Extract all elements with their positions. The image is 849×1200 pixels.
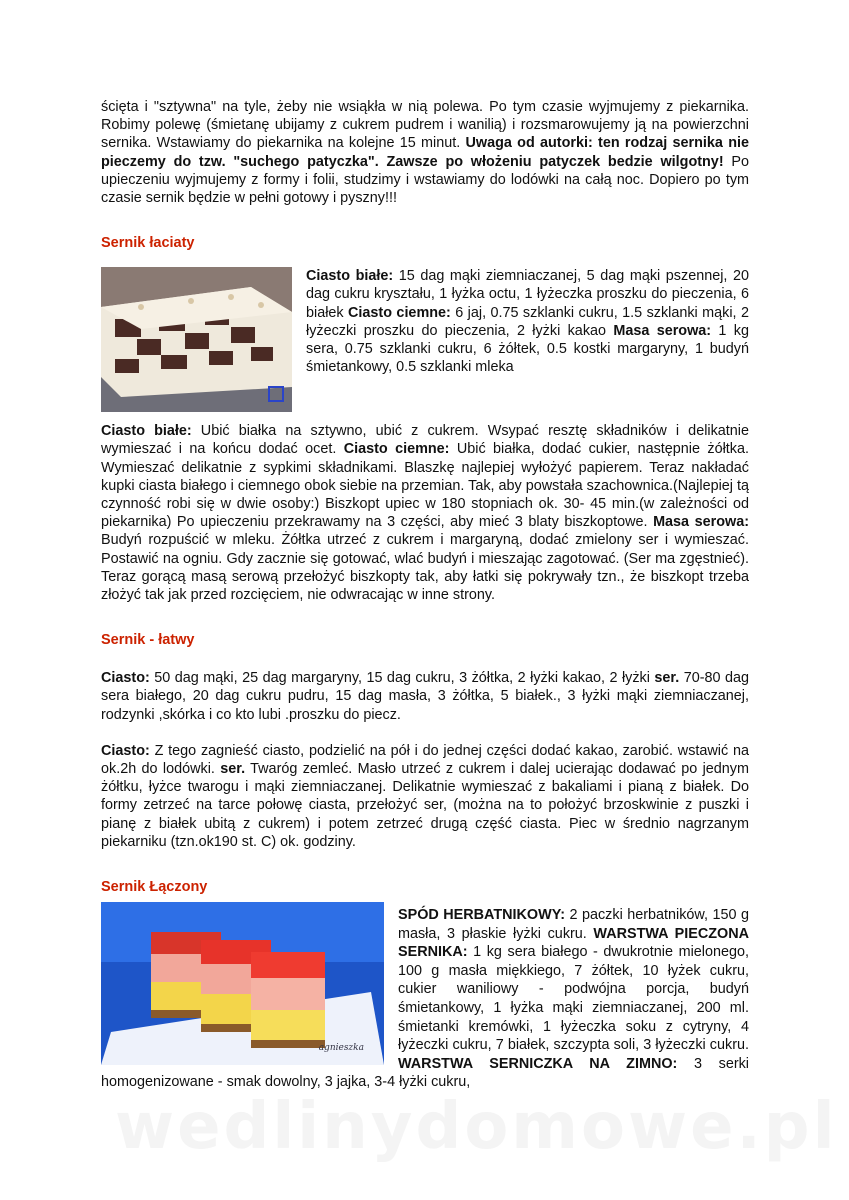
step-label: ser. [220, 761, 246, 778]
ing-text: 6 jaj, 0.75 szklanki cukru, 1.5 szklanki mąki, 2 łyżeczki proszku do pieczenia, 2 łyżki kakao [306, 304, 749, 339]
ing-label-ciasto: Ciasto: [101, 670, 150, 687]
recipe-title-laczony: Sernik Łączony [101, 879, 208, 896]
intro-text-1: ścięta i "sztywna" na tyle, żeby nie wsiąkła w nią polewa. Po tym czasie wyjmujemy z piekarnika. Robimy polewę (śmietanę ubijamy z cukrem pudrem i wanilią) i rozsmarowujemy ją na powierzchni sernika. Wstawiamy do piekarnika na kolejne 15 minut. [101, 99, 749, 152]
step-text: Z tego zagnieść ciasto, podzielić na pół i do jednej części dodać kakao, zarobić. wstawić na ok.2h do lodówki. [101, 742, 749, 778]
ing-label-warstwa-zimno: WARSTWA SERNICZKA NA ZIMNO: [398, 1055, 678, 1072]
latwy-steps [101, 742, 749, 851]
ing-label-masa-serowa: Masa serowa: [613, 322, 712, 339]
step-text: Ubić białka, dodać cukier, następnie żółtka. Wymieszać delikatnie z sypkimi składnikami. Blaszkę najlepiej wyłożyć papierem. Teraz nakładać kupki ciasta białego i ciemnego obok siebie na przemian. Tak, aby powstała szachownica.(Najlepiej tą czynność robi się w dwie osoby:) Biszkopt upiec w 180 stopniach ok. 30- 45 min.(w zależności od piekarnika) Po upieczeniu przekrawamy na 3 części, aby mieć 3 blaty biszkoptowe. [101, 441, 749, 531]
ing-text: 2 paczki herbatników, 150 g masła, 3 płaskie łyżki cukru. [398, 907, 749, 942]
photo-caption: agnieszka [318, 1043, 364, 1054]
step-label: Ciasto: [101, 742, 150, 759]
step-label: Ciasto białe: [101, 423, 192, 440]
watermark: wedlinydomowe.pl [115, 1090, 838, 1164]
ing-text: 70-80 dag sera białego, 20 dag cukru pudru, 15 dag masła, 3 żółtka, 5 białek., 3 łyżki mąki ziemniaczanej, rodzynki ,skórka i co kto lubi .proszku do piecz. [101, 670, 749, 723]
latwy-ingredients [101, 669, 749, 724]
cake-photo-2 [101, 902, 384, 1065]
recipe-title-laciaty: Sernik łaciaty [101, 235, 195, 252]
ing-label-ser: ser. [654, 670, 680, 687]
intro-text-2: Po upieczeniu wyjmujemy z formy i folii, studzimy i wstawiamy do lodówki na całą noc. Dopiero po tym czasie sernik będzie w pełni gotowy i pyszny!!! [101, 153, 749, 207]
intro-note: Uwaga od autorki: ten rodzaj sernika nie pieczemy do tzw. "suchego patyczka". Zawsze po włożeniu patyczek bedzie wilgotny! [101, 135, 749, 170]
ing-text: 3 serki homogenizowane - smak dowolny, 3 jajka, 3-4 łyżki cukru, [101, 1055, 750, 1091]
ing-text: 15 dag mąki ziemniaczanej, 5 dag mąki pszennej, 20 dag cukru kryształu, 1 łyżka octu, 1 łyżeczka proszku do pieczenia, 6 białek [306, 268, 749, 321]
laciaty-steps [101, 422, 749, 604]
ing-text: 50 dag mąki, 25 dag margaryny, 15 dag cukru, 3 żółtka, 2 łyżki kakao, 2 łyżki [149, 670, 655, 687]
intro-paragraph [101, 98, 749, 207]
step-label: Ciasto ciemne: [343, 441, 450, 458]
ing-text: 1 kg sera, 0.75 szklanki cukru, 6 żółtek, 0.5 kostki margaryny, 1 budyń śmietankowy, 0.5 szklanki mleka [306, 322, 749, 376]
recipe-title-latwy: Sernik - łatwy [101, 632, 195, 649]
ing-label-warstwa-pieczona: WARSTWA PIECZONA SERNIKA: [398, 925, 749, 961]
ing-label-ciasto-ciemne: Ciasto ciemne: [348, 304, 451, 321]
ing-label-ciasto-biale: Ciasto białe: [306, 268, 394, 285]
step-text: Ubić białka na sztywno, ubić z cukrem. Wsypać resztę składników i delikatnie wymieszać i na końcu dodać ocet. [101, 423, 749, 458]
ing-text: 1 kg sera białego - dwukrotnie mielonego, 100 g masła miękkiego, 7 żółtek, 10 łyżek cukru, cukier waniliowy - podwójna porcja, budyń śmietankowy, 1 łyżka mąki ziemniaczanej, 200 ml. śmietanki kremówki, 1 łyżeczka soku z cytryny, 4 łyżeczki cukru, 7 białek, szczypta soli, 3 łyżeczki cukru. [398, 944, 749, 1054]
step-text: Budyń rozpuścić w mleku. Żółtka utrzeć z cukrem i margaryną, dodać zmielony ser i wymieszać. Postawić na ogniu. Gdy zacznie się gotować, wlać budyń i mieszając zagotować. (Ser ma zgęstnieć). Teraz gorącą masą serową przełożyć biszkopty tak, aby łatki się pokrywały tzn., że biszkopt trzeba złożyć tak jak przed rozcięciem, nie odwracając w inne strony. [101, 532, 749, 604]
document-page [101, 98, 749, 1092]
step-text: Twaróg zemleć. Masło utrzeć z cukrem i dalej ucierając dodawać po jednym żółtku, łyżce twarogu i mąki ziemniaczanej. Delikatnie wymieszać z bakaliami i pianą z białek. Do formy zetrzeć na tarce połowę ciasta, przełożyć ser, (można na to położyć brzoskwinie z puszki i pianę z białek ubitą z cukrem) i potem zetrzeć drugą część ciasta. Piec w średnio nagrzanym piekarniku (tzn.ok190 st. C) ok. godziny. [101, 761, 749, 850]
ing-label-spod: SPÓD HERBATNIKOWY: [398, 907, 566, 924]
cake-photo-1 [101, 267, 292, 412]
sernik-laciaty-photo [101, 267, 292, 412]
sernik-laczony-photo [101, 902, 384, 1065]
step-label: Masa serowa: [653, 514, 749, 531]
